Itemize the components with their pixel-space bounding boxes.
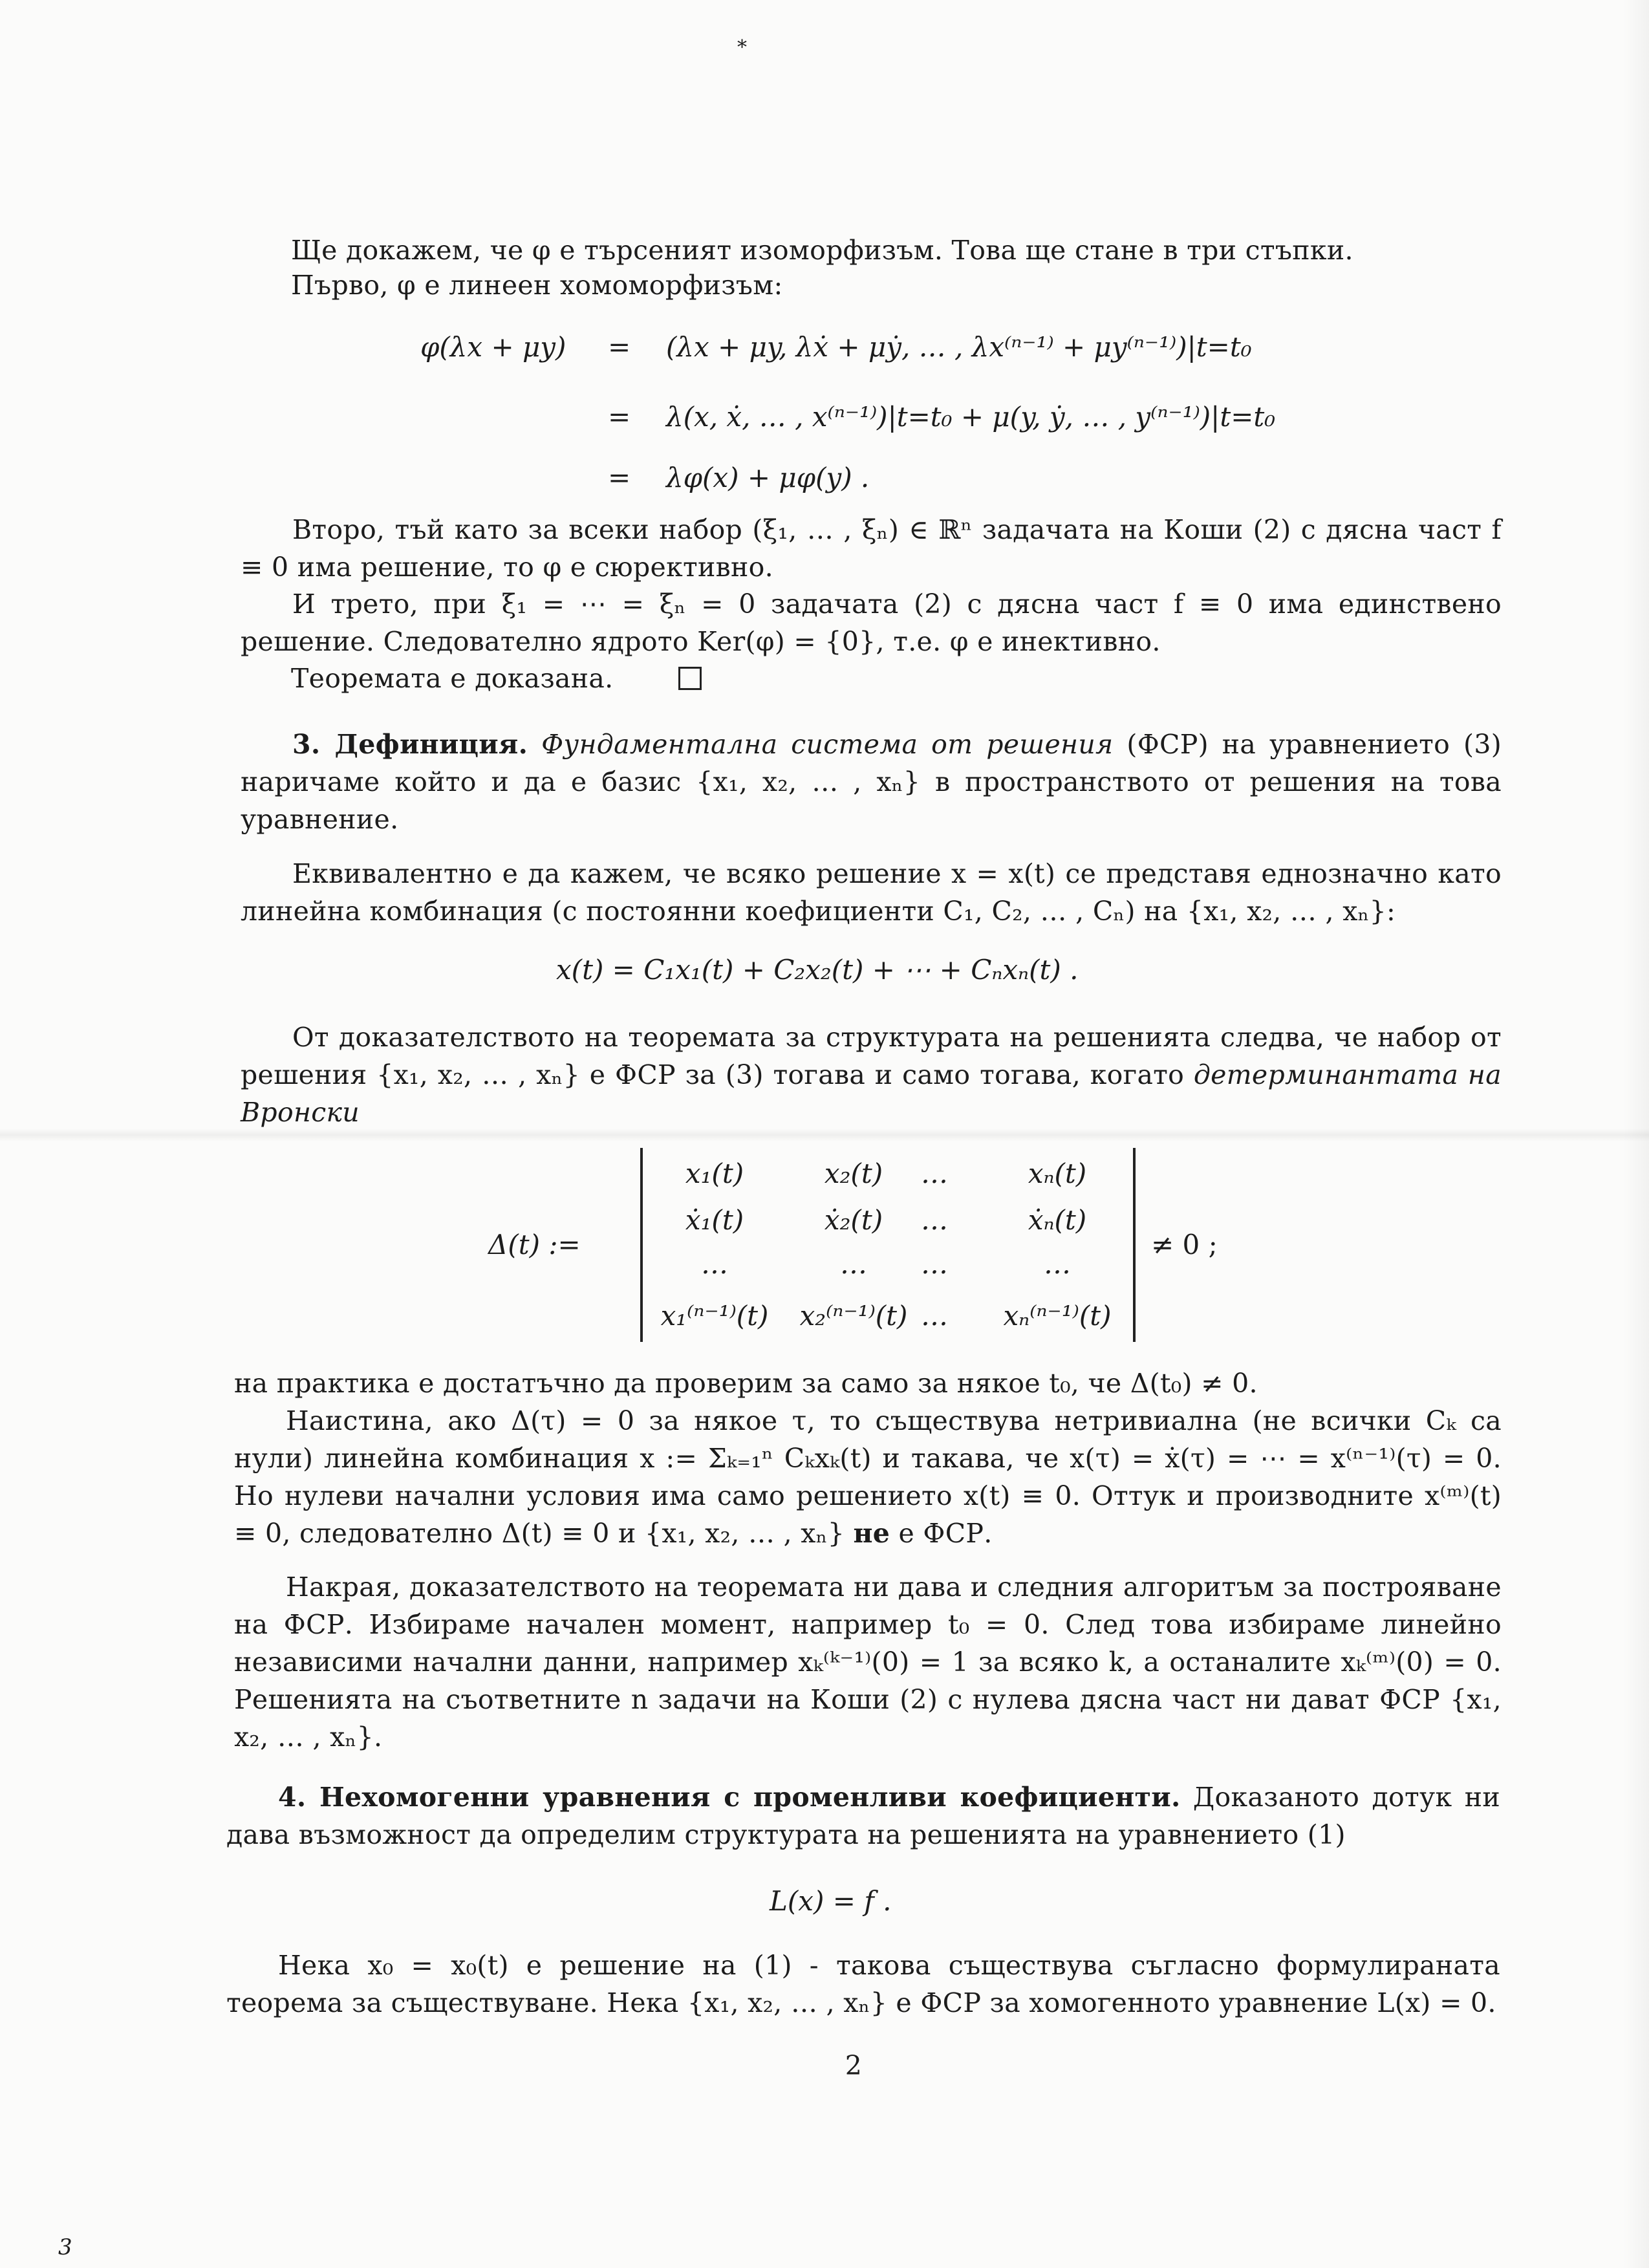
section-4-text: Доказаното дотук ни дава възможност да определим структурата на решенията на уравнението (1) bbox=[226, 1782, 1500, 1850]
det-cell: … bbox=[921, 1204, 948, 1236]
definition-term: Фундаментална система от решения bbox=[541, 729, 1114, 760]
para-practice: на практика е достатъчно да проверим за само за някое t₀, че Δ(t₀) ≠ 0. bbox=[234, 1368, 1258, 1399]
det-cell: xₙ(t) bbox=[1028, 1158, 1087, 1189]
para-step-intro: Ще докажем, че φ е търсеният изоморфизъм. Това ще стане в три стъпки. bbox=[291, 235, 1353, 266]
definition-3 bbox=[241, 726, 1502, 838]
indeed-text: Наистина, ако Δ(τ) = 0 за някое τ, то съществува нетривиална (не всички Cₖ са нули) линейна комбинация x := Σₖ₌₁ⁿ Cₖxₖ(t) и такава, че x(τ) = ẋ(τ) = ⋯ = x⁽ⁿ⁻¹⁾(τ) = 0. Но нулеви начални условия има само решението x(t) ≡ 0. Оттук и производните x⁽ᵐ⁾(t) ≡ 0, следователно Δ(t) ≡ 0 и {x₁, x₂, … , xₙ} bbox=[234, 1405, 1502, 1549]
para-theorem-proved bbox=[291, 660, 1494, 697]
eq1-row3: λφ(x) + μφ(y) . bbox=[666, 462, 870, 493]
eq1-row1: (λx + μy, λẋ + μẏ, … , λx⁽ⁿ⁻¹⁾ + μy⁽ⁿ⁻¹⁾)|t=t₀ bbox=[666, 331, 1252, 363]
det-cell: x₂⁽ⁿ⁻¹⁾(t) bbox=[799, 1300, 908, 1332]
det-cell: … bbox=[921, 1300, 948, 1332]
det-cell: … bbox=[701, 1248, 728, 1280]
det-rhs: ≠ 0 ; bbox=[1151, 1229, 1218, 1260]
eq1-row2: λ(x, ẋ, … , x⁽ⁿ⁻¹⁾)|t=t₀ + μ(y, ẏ, … , y⁽ⁿ⁻¹⁾)|t=t₀ bbox=[666, 401, 1276, 433]
eq3-nonhomogeneous: L(x) = f . bbox=[770, 1885, 892, 1917]
theorem-proved-text: Теоремата е доказана. bbox=[291, 663, 614, 694]
para-equivalent: Еквивалентно е да кажем, че всяко решение x = x(t) се представя еднозначно като линейна комбинация (с постоянни коефициенти C₁, C₂, … , Cₙ) на {x₁, x₂, … , xₙ}: bbox=[241, 858, 1502, 927]
det-cell: x₁⁽ⁿ⁻¹⁾(t) bbox=[660, 1300, 769, 1332]
det-right-bar bbox=[1133, 1148, 1136, 1342]
para-algorithm: Накрая, доказателството на теоремата ни дава и следния алгоритъм за построяване на ФСР. Избираме начален момент, например t₀ = 0. След това избираме линейно независими начални данни, например xₖ⁽ᵏ⁻¹⁾(0) = 1 за всяко k, а останалите xₖ⁽ᵐ⁾(0) = 0. Решенията на съответните n задачи на Коши (2) с нулева дясна част ни дават ФСР {x₁, x₂, … , xₙ}. bbox=[234, 1571, 1502, 1753]
det-cell: ẋ₂(t) bbox=[824, 1204, 883, 1236]
indeed-not: не bbox=[853, 1518, 890, 1549]
det-left-bar bbox=[640, 1148, 643, 1342]
para-second-surjective: Второ, тъй като за всеки набор (ξ₁, … , ξₙ) ∈ ℝⁿ задачата на Коши (2) с дясна част f ≡ 0 има решение, то φ е сюрективно. bbox=[241, 514, 1502, 583]
section-4 bbox=[226, 1778, 1500, 1853]
eq1-eq-2: = bbox=[608, 401, 631, 433]
para-first-linear: Първо, φ е линеен хомоморфизъм: bbox=[291, 270, 783, 301]
eq1-eq-1: = bbox=[608, 331, 631, 363]
corner-mark: 3 bbox=[58, 2234, 72, 2260]
eq1-lhs: φ(λx + μy) bbox=[420, 331, 566, 363]
section-4-title: 4. Нехомогенни уравнения с променливи коефициенти. bbox=[278, 1782, 1181, 1813]
det-cell: ẋ₁(t) bbox=[685, 1204, 744, 1236]
det-cell: … bbox=[840, 1248, 867, 1280]
top-mark: * bbox=[737, 36, 747, 59]
det-cell: ẋₙ(t) bbox=[1028, 1204, 1087, 1236]
wronskian-term: детерминантата на Вронски bbox=[241, 1059, 1502, 1128]
page-number: 2 bbox=[845, 2050, 863, 2081]
wronskian-text: От доказателството на теоремата за структурата на решенията следва, че набор от решения {x₁, x₂, … , xₙ} е ФСР за (3) тогава и само тогава, когато bbox=[241, 1022, 1502, 1090]
para-indeed bbox=[234, 1402, 1502, 1552]
eq2-linear-combination: x(t) = C₁x₁(t) + C₂x₂(t) + ⋯ + Cₙxₙ(t) . bbox=[556, 954, 1079, 986]
det-cell: x₂(t) bbox=[824, 1158, 883, 1189]
det-cell: … bbox=[921, 1248, 948, 1280]
indeed-end: е ФСР. bbox=[890, 1518, 993, 1549]
para-let-x0: Нека x₀ = x₀(t) е решение на (1) - такова съществува съгласно формулираната теорема за съществуване. Нека {x₁, x₂, … , xₙ} е ФСР за хомогенното уравнение L(x) = 0. bbox=[226, 1950, 1500, 2018]
det-cell: … bbox=[1044, 1248, 1071, 1280]
eq1-eq-3: = bbox=[608, 462, 631, 493]
definition-text: (ФСР) на уравнението (3) наричаме който и да е базис {x₁, x₂, … , xₙ} в пространството от решения на това уравнение. bbox=[241, 729, 1502, 835]
det-cell: x₁(t) bbox=[685, 1158, 744, 1189]
det-cell: xₙ⁽ⁿ⁻¹⁾(t) bbox=[1003, 1300, 1112, 1332]
para-wronskian bbox=[241, 1019, 1502, 1131]
qed-square-icon bbox=[678, 667, 702, 690]
definition-number: 3. Дефиниция. bbox=[292, 729, 528, 760]
para-third-injective: И трето, при ξ₁ = ⋯ = ξₙ = 0 задачата (2) с дясна част f ≡ 0 има единствено решение. Следователно ядрото Ker(φ) = {0}, т.е. φ е инективно. bbox=[241, 589, 1502, 657]
det-cell: … bbox=[921, 1158, 948, 1189]
det-lhs: Δ(t) := bbox=[488, 1229, 581, 1260]
